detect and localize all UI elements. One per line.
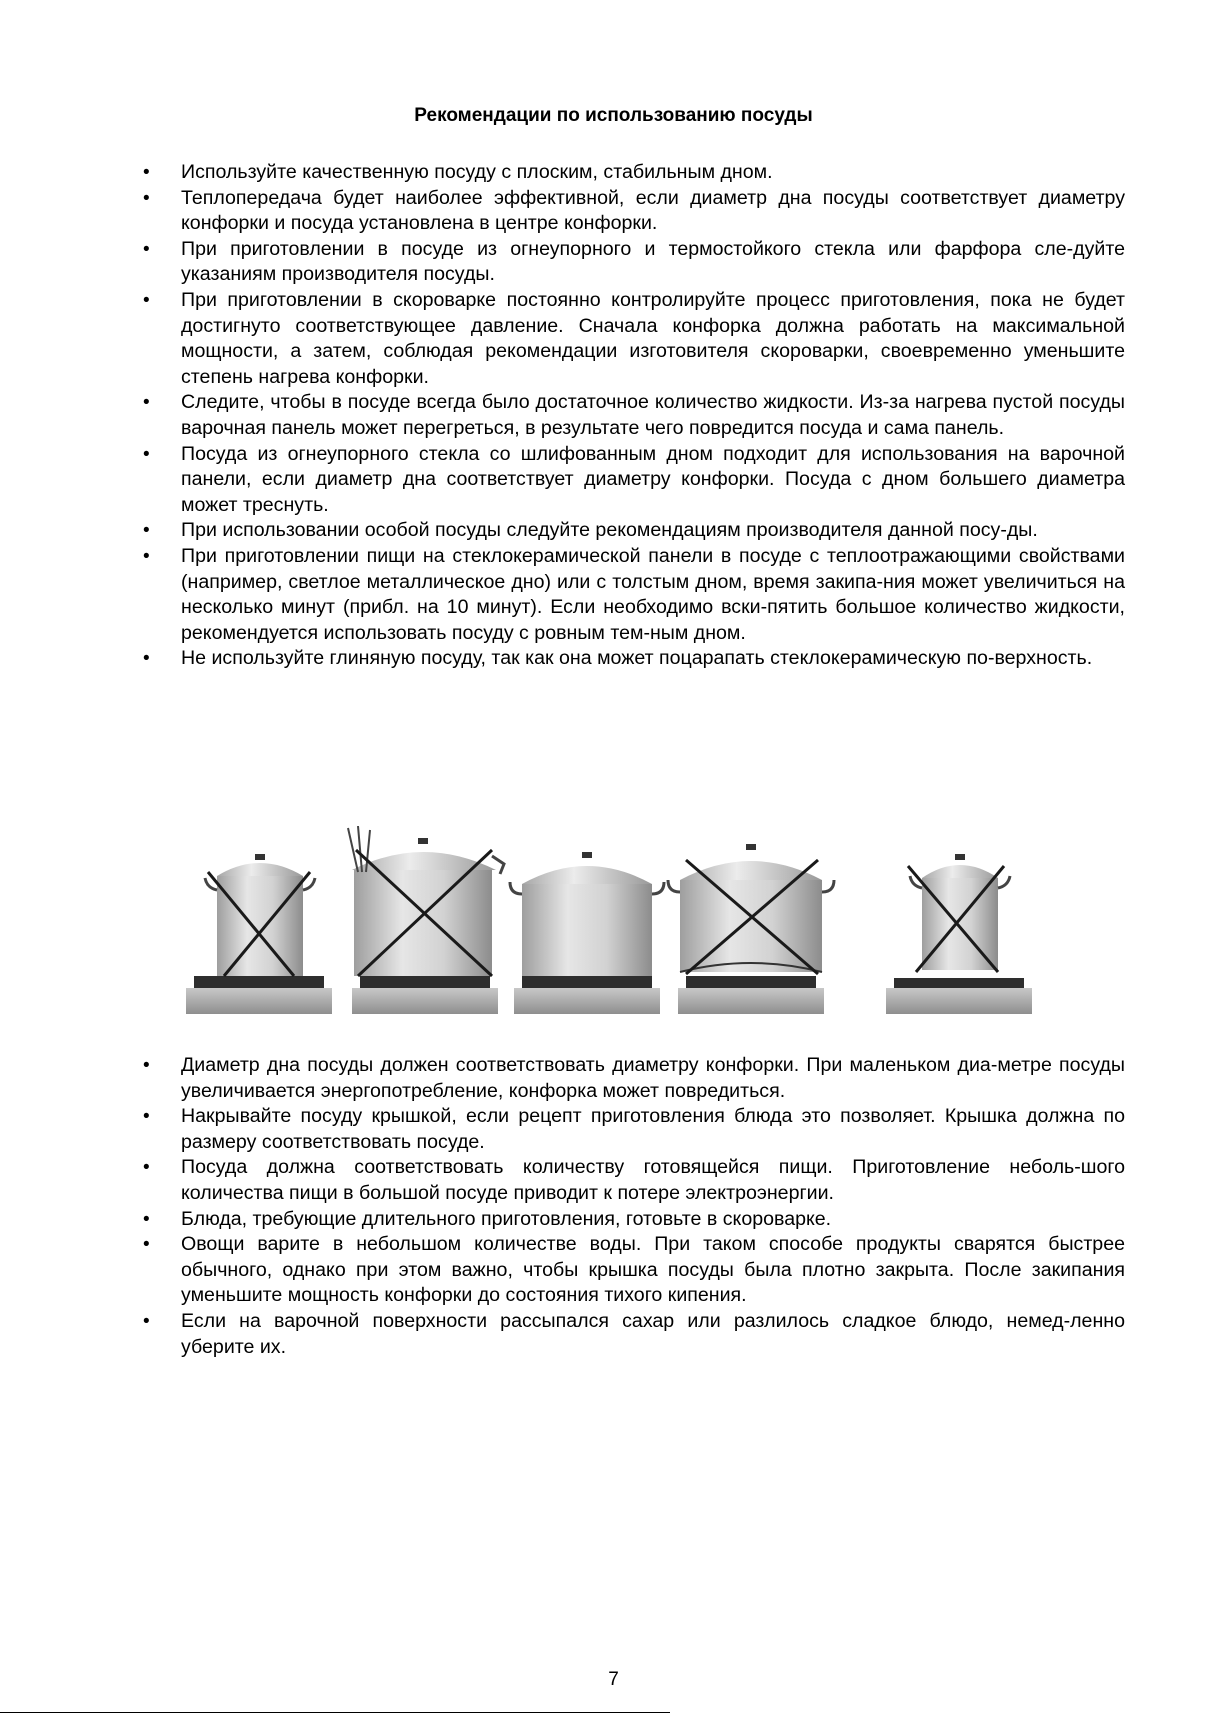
list-item-text: Диаметр дна посуды должен соответствовать диаметру конфорки. При маленьком диа-метре посуды увеличивается энергопотребление, конфорка может повредиться.	[181, 1054, 1125, 1102]
hob-plate	[886, 988, 1032, 1014]
list-item	[143, 544, 1125, 646]
bullet-icon: •	[143, 1234, 150, 1256]
list-item-text: Посуда из огнеупорного стекла со шлифованным дном подходит для использования на варочной панели, если диаметр дна соответствует диаметру конфорки. Посуда с дном большего диаметра может треснуть.	[181, 442, 1125, 516]
pot-warped-bottom	[668, 844, 834, 1014]
list-item	[143, 1155, 1125, 1206]
recommendations-list-bottom	[143, 1053, 1125, 1360]
burner-ring	[894, 978, 1024, 988]
list-item	[143, 1232, 1125, 1309]
bullet-icon: •	[143, 1106, 150, 1128]
list-item	[143, 1104, 1125, 1155]
page-number: 7	[608, 1669, 619, 1690]
burner-ring	[522, 976, 652, 988]
bullet-icon: •	[143, 648, 150, 670]
bullet-icon: •	[143, 1055, 150, 1076]
bullet-icon: •	[143, 187, 150, 209]
pot-large-with-utensils	[348, 826, 504, 1014]
pot-small-raised	[886, 854, 1032, 1014]
pot-narrow-tall	[186, 854, 332, 1014]
page-title: Рекомендации по использованию посуды	[414, 105, 813, 126]
list-item	[143, 442, 1125, 519]
list-item-text: Используйте качественную посуду с плоским, стабильным дном.	[181, 161, 773, 183]
list-item	[143, 390, 1125, 441]
list-item	[143, 1207, 1125, 1233]
burner-ring	[194, 976, 324, 988]
list-item	[143, 1053, 1125, 1104]
bullet-icon: •	[143, 545, 150, 567]
list-item	[143, 160, 1125, 186]
list-item-text: При использовании особой посуды следуйте рекомендациям производителя данной посу-ды.	[181, 519, 1038, 542]
list-item-text: Накрывайте посуду крышкой, если рецепт приготовления блюда это позволяет. Крышка должна по размеру соответствовать посуде.	[181, 1105, 1125, 1153]
list-item	[143, 237, 1125, 288]
list-item-text: Блюда, требующие длительного приготовления, готовьте в скороварке.	[181, 1207, 832, 1230]
list-item	[143, 288, 1125, 390]
list-item-text: Если на варочной поверхности рассыпался сахар или разлилось сладкое блюдо, немед-ленно уберите их.	[181, 1309, 1125, 1358]
list-item	[143, 1309, 1125, 1360]
list-item-text: При приготовлении в скороварке постоянно контролируйте процесс приготовления, пока не будет достигнуто соответствующее давление. Сначала конфорка должна работать на максимальной мощности, а затем, соблюдая рекомендации изготовителя скороварки, своевременно уменьшите степень нагрева конфорки.	[181, 288, 1125, 388]
list-item-text: Не используйте глиняную посуду, так как она может поцарапать стеклокерамическую по-верхность.	[181, 647, 1093, 670]
cookware-illustration	[186, 826, 1060, 1016]
bullet-icon: •	[143, 238, 150, 260]
recommendations-list-top	[143, 160, 1125, 672]
bullet-icon: •	[143, 520, 150, 542]
bullet-icon: •	[143, 443, 150, 465]
pot-correct	[510, 852, 664, 1014]
list-item-text: Следите, чтобы в посуде всегда было достаточное количество жидкости. Из-за нагрева пустой посуды варочная панель может перегреться, в результате чего повредится посуда и сама панель.	[181, 391, 1125, 439]
list-item	[143, 186, 1125, 237]
list-item-text: Теплопередача будет наиболее эффективной, если диаметр дна посуды соответствует диаметру конфорки и посуда установлена в центре конфорки.	[181, 186, 1125, 235]
list-item	[143, 646, 1125, 672]
list-item-text: Овощи варите в небольшом количестве воды. При таком способе продукты сварятся быстрее обычного, однако при этом важно, чтобы крышка посуды была плотно закрыта. После закипания уменьшите мощность конфорки до состояния тихого кипения.	[181, 1233, 1125, 1307]
bullet-icon: •	[143, 392, 150, 414]
hob-plate	[514, 988, 660, 1014]
burner-ring	[360, 976, 490, 988]
bullet-icon: •	[143, 1310, 150, 1332]
list-item	[143, 518, 1125, 544]
hob-plate	[186, 988, 332, 1014]
list-item-text: При приготовлении в посуде из огнеупорного и термостойкого стекла или фарфора сле-дуйте указаниям производителя посуды.	[181, 237, 1125, 286]
hob-plate	[678, 988, 824, 1014]
bullet-icon: •	[143, 1157, 150, 1179]
burner-ring	[686, 976, 816, 988]
hob-plate	[352, 988, 498, 1014]
list-item-text: При приготовлении пищи на стеклокерамической панели в посуде с теплоотражающими свойствами (например, светлое металлическое дно) или с толстым дном, время закипа-ния может увеличиться на несколько минут (прибл. на 10 минут). Если необходимо вски-пятить большое количество жидкости, рекомендуется использовать посуду с ровным тем-ным дном.	[181, 544, 1125, 644]
bullet-icon: •	[143, 289, 150, 311]
footer-rule	[0, 1712, 670, 1713]
bullet-icon: •	[143, 162, 150, 183]
list-item-text: Посуда должна соответствовать количеству готовящейся пищи. Приготовление неболь-шого количества пищи в большой посуде приводит к потере электроэнергии.	[181, 1156, 1125, 1204]
bullet-icon: •	[143, 1208, 150, 1230]
